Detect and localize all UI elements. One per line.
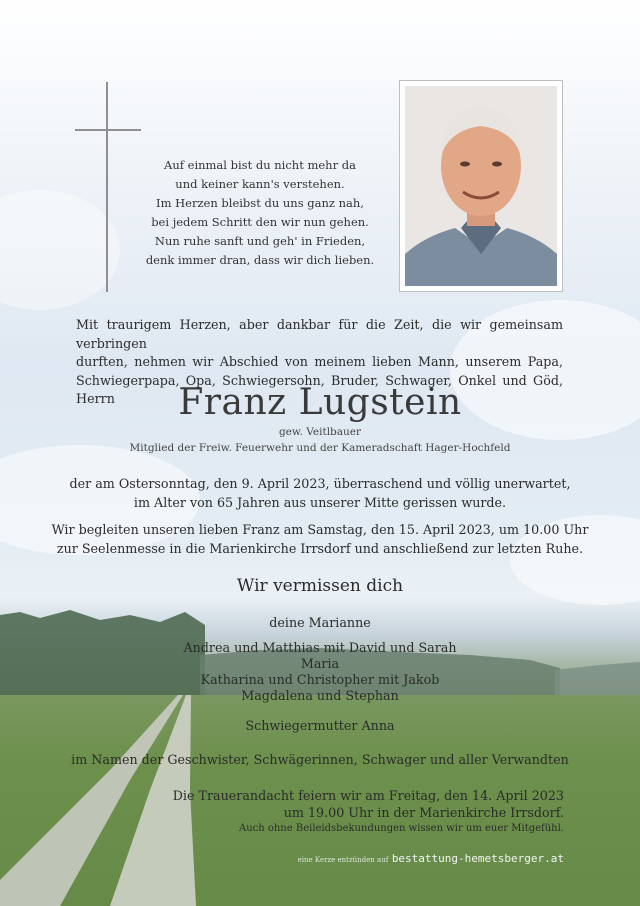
poem-line: Im Herzen bleibst du uns ganz nah, [156, 196, 364, 210]
poem [140, 156, 380, 270]
family-children [0, 640, 640, 704]
footer [298, 852, 564, 867]
candle-text: eine Kerze entzünden auf [297, 856, 389, 864]
poem-line: Auf einmal bist du nicht mehr da [164, 158, 356, 172]
family-child: Magdalena und Stephan [241, 688, 399, 703]
family-child: Katharina und Christopher mit Jakob [200, 672, 440, 687]
poem-line: Nun ruhe sanft und geh' in Frieden, [154, 234, 366, 248]
portrait-photo [399, 80, 563, 292]
intro-line: Schwiegerpapa, Opa, Schwiegersohn, Bruder, Schwager, Onkel und Göd, Herrn [76, 372, 563, 406]
death-line: der am Ostersonntag, den 9. April 2023, überraschend und völlig unerwartet, [69, 476, 571, 491]
cross-horizontal-bar [75, 129, 141, 131]
miss-heading: Wir vermissen dich [236, 576, 404, 596]
family-child: Andrea und Matthias mit David und Sarah [183, 640, 457, 655]
nickname: gew. Veitlbauer [278, 426, 362, 438]
prayer-line: um 19.00 Uhr in der Marienkirche Irrsdorf. [283, 805, 564, 820]
funeral-line: zur Seelenmesse in die Marienkirche Irrsdorf und anschließend zur letzten Ruhe. [56, 540, 584, 556]
family-wife: deine Marianne [269, 615, 371, 630]
cross-vertical-bar [106, 82, 108, 292]
poem-line: und keiner kann's verstehen. [175, 177, 345, 191]
condolence-note: Auch ohne Beileidsbekundungen wissen wir um euer Mitgefühl. [238, 823, 564, 834]
funeral-line: Wir begleiten unseren lieben Franz am Samstag, den 15. April 2023, um 10.00 Uhr [51, 522, 589, 537]
intro-line: durften, nehmen wir Abschied von meinem lieben Mann, unserem Papa, [76, 354, 563, 369]
portrait-image [405, 86, 557, 286]
family-relatives: im Namen der Geschwister, Schwägerinnen, Schwager und aller Verwandten [71, 752, 569, 767]
prayer-notice [173, 787, 564, 821]
family-mother-in-law: Schwiegermutter Anna [245, 718, 395, 733]
funeral-notice [0, 521, 640, 558]
deceased-subtitle [0, 424, 640, 456]
intro-line: Mit traurigem Herzen, aber dankbar für die Zeit, die wir gemeinsam verbringen [76, 317, 563, 351]
prayer-line: Die Trauerandacht feiern wir am Freitag, den 14. April 2023 [172, 788, 564, 803]
poem-line: denk immer dran, dass wir dich lieben. [145, 253, 375, 267]
deceased-name: Franz Lugstein [178, 382, 462, 423]
website-link[interactable]: bestattung-hemetsberger.at [391, 852, 564, 865]
family-child: Maria [300, 656, 340, 671]
poem-line: bei jedem Schritt den wir nun gehen. [151, 215, 369, 229]
death-line: im Alter von 65 Jahren aus unserer Mitte gerissen wurde. [133, 494, 507, 510]
membership: Mitglied der Freiw. Feuerwehr und der Kameradschaft Hager-Hochfeld [129, 442, 511, 454]
death-notice [0, 475, 640, 512]
